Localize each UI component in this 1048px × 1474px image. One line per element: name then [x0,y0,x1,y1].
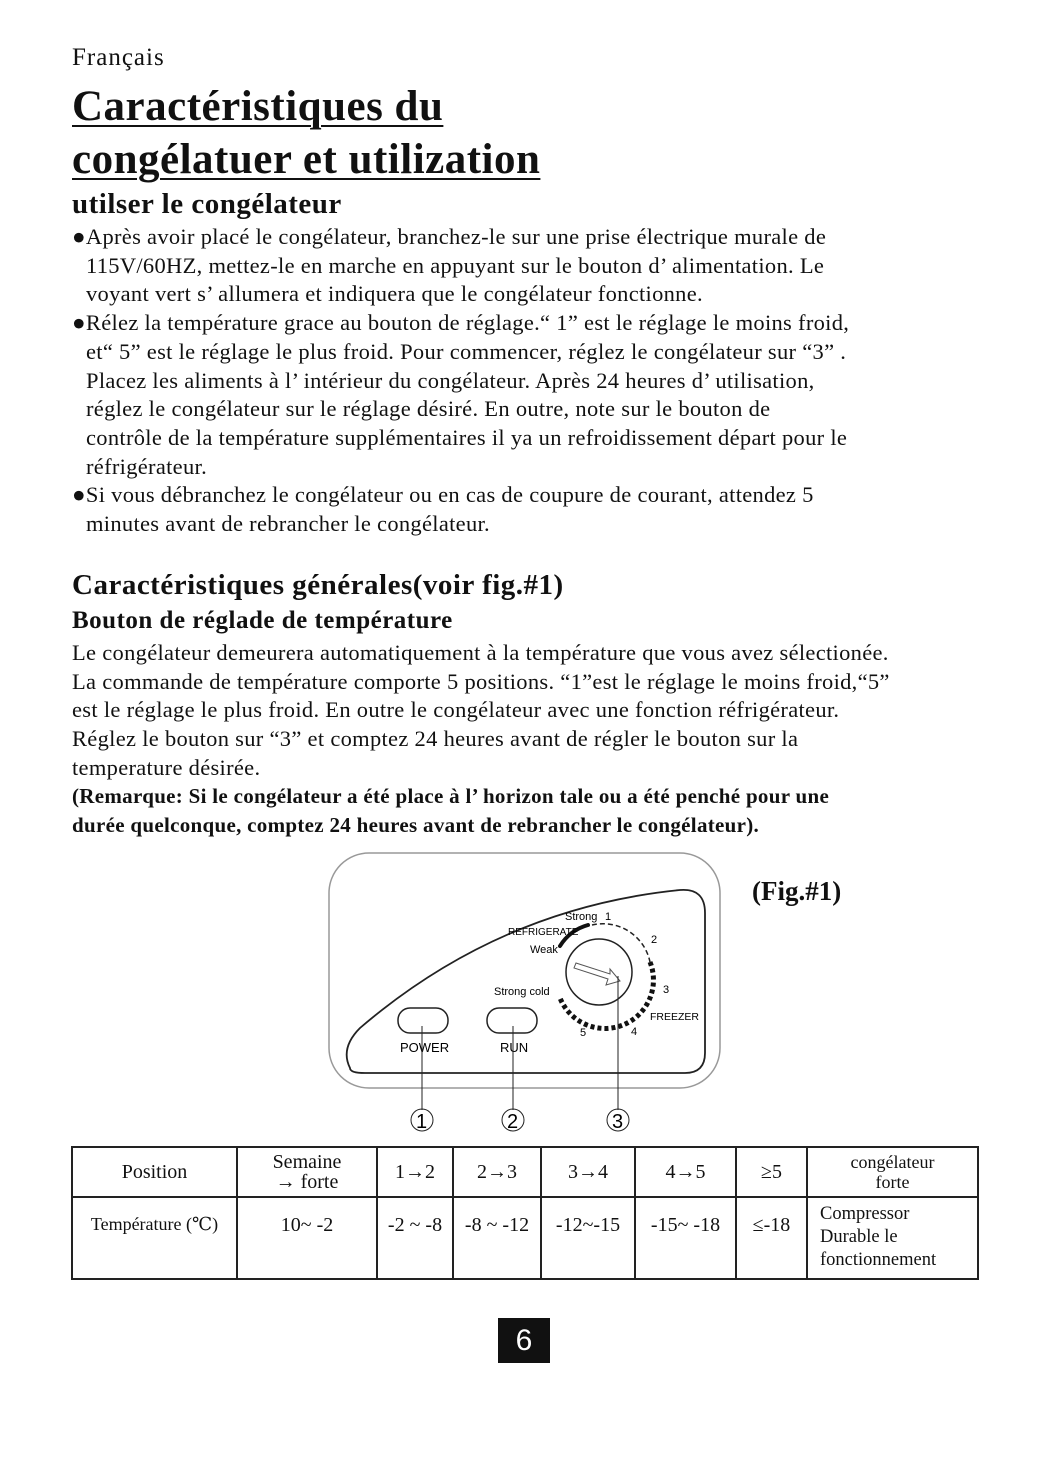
table-cell: Position [72,1147,237,1197]
table-cell [237,1147,377,1197]
position-5: 5 [580,1027,587,1039]
body-line: 115V/60HZ, mettez-le en marche en appuyant sur le bouton d’ alimentation. Le [86,252,825,278]
table-cell: -2 ~ -8 [377,1197,453,1279]
callout-1: 1 [416,1111,428,1133]
body-line: ●Rélez la température grace au bouton de réglage.“ 1” est le réglage le moins froid, [72,310,850,336]
remark-line2: durée quelconque, comptez 24 heures avant de rebrancher le congélateur). [72,813,760,837]
temperature-knob[interactable] [566,939,632,1005]
power-label: POWER [400,1040,450,1055]
body-line: contrôle de la température supplémentaires il ya un refroidissement départ pour le [86,424,848,450]
body-line: et“ 5” est le réglage le plus froid. Pour commencer, réglez le congélateur sur “3” . [86,338,847,364]
arrow-icon [574,963,620,985]
table-cell [807,1197,978,1279]
callout-3: 3 [612,1111,624,1133]
section1-heading: utilser le congélateur [72,188,342,220]
page-title-line1: Caractéristiques du [72,83,444,130]
position-4: 4 [631,1026,638,1038]
position-1: 1 [605,911,612,923]
table-cell: -15~ -18 [635,1197,736,1279]
figure-label: (Fig.#1) [752,876,842,906]
table-row [72,1197,978,1279]
table-cell: 2→3 [453,1147,541,1197]
cell-text: forte [875,1172,910,1192]
run-button[interactable] [487,1008,537,1033]
body-line: Réglez le bouton sur “3” et comptez 24 heures avant de régler le bouton sur la [72,726,799,752]
body-line: ●Après avoir placé le congélateur, branchez-le sur une prise électrique murale de [72,224,827,249]
body-line: est le réglage le plus froid. En outre le congélateur avec une fonction réfrigérateur. [72,697,840,723]
body-line: Placez les aliments à l’ intérieur du congélateur. Après 24 heures d’ utilisation, [86,367,815,393]
position-3: 3 [663,984,670,996]
table-cell: Température (℃) [72,1197,237,1279]
freezer-label: FREEZER [650,1011,700,1023]
table-cell: ≤-18 [736,1197,807,1279]
table-cell [807,1147,978,1197]
body-line: ●Si vous débranchez le congélateur ou en cas de coupure de courant, attendez 5 [72,482,814,508]
temperature-table [71,1146,979,1280]
refrigerate-label: REFRIGERATE [508,927,579,938]
position-2: 2 [651,934,658,946]
section2-heading: Caractéristiques générales(voir fig.#1) [72,569,564,601]
body-line: temperature désirée. [72,754,261,780]
table-cell: 4→5 [635,1147,736,1197]
table-cell: ≥5 [736,1147,807,1197]
cell-text: Durable le [820,1227,898,1247]
page-number: 6 [498,1318,550,1363]
body-line: La commande de température comporte 5 positions. “1”est le réglage le moins froid,“5” [72,668,890,694]
cell-text: Compressor [820,1204,910,1224]
remark-line1: (Remarque: Si le congélateur a été place à l’ horizon tale ou a été penché pour une [72,784,830,808]
body-line: réfrigérateur. [86,453,207,479]
body-line: Le congélateur demeurera automatiquement à la température que vous avez sélectionée. [72,640,889,665]
weak-label: Weak [530,944,558,956]
run-label: RUN [500,1040,529,1055]
language-label: Français [72,44,165,71]
body-line: réglez le congélateur sur le réglage désiré. En outre, note sur le bouton de [86,396,771,422]
section2-subheading: Bouton de réglade de température [72,607,453,634]
cell-text: congélateur [850,1152,935,1172]
table-cell: 1→2 [377,1147,453,1197]
body-line: voyant vert s’ allumera et indiquera que le congélateur fonctionne. [86,281,703,307]
strong-label: Strong [565,911,598,923]
power-button[interactable] [398,1008,448,1033]
strong-cold-label: Strong cold [494,986,550,998]
callout-2: 2 [507,1111,519,1133]
cell-text: → forte [275,1171,339,1193]
table-cell: -12~-15 [541,1197,635,1279]
table-cell: 10~ -2 [237,1197,377,1279]
table-cell: 3→4 [541,1147,635,1197]
page-title-line2: congélatuer et utilization [72,136,541,183]
body-line: minutes avant de rebrancher le congélateur. [86,511,490,536]
cell-text: fonctionnement [820,1250,937,1270]
table-row [72,1147,978,1197]
cell-text: Semaine [272,1151,342,1173]
control-panel-figure [320,848,740,1138]
table-cell: -8 ~ -12 [453,1197,541,1279]
